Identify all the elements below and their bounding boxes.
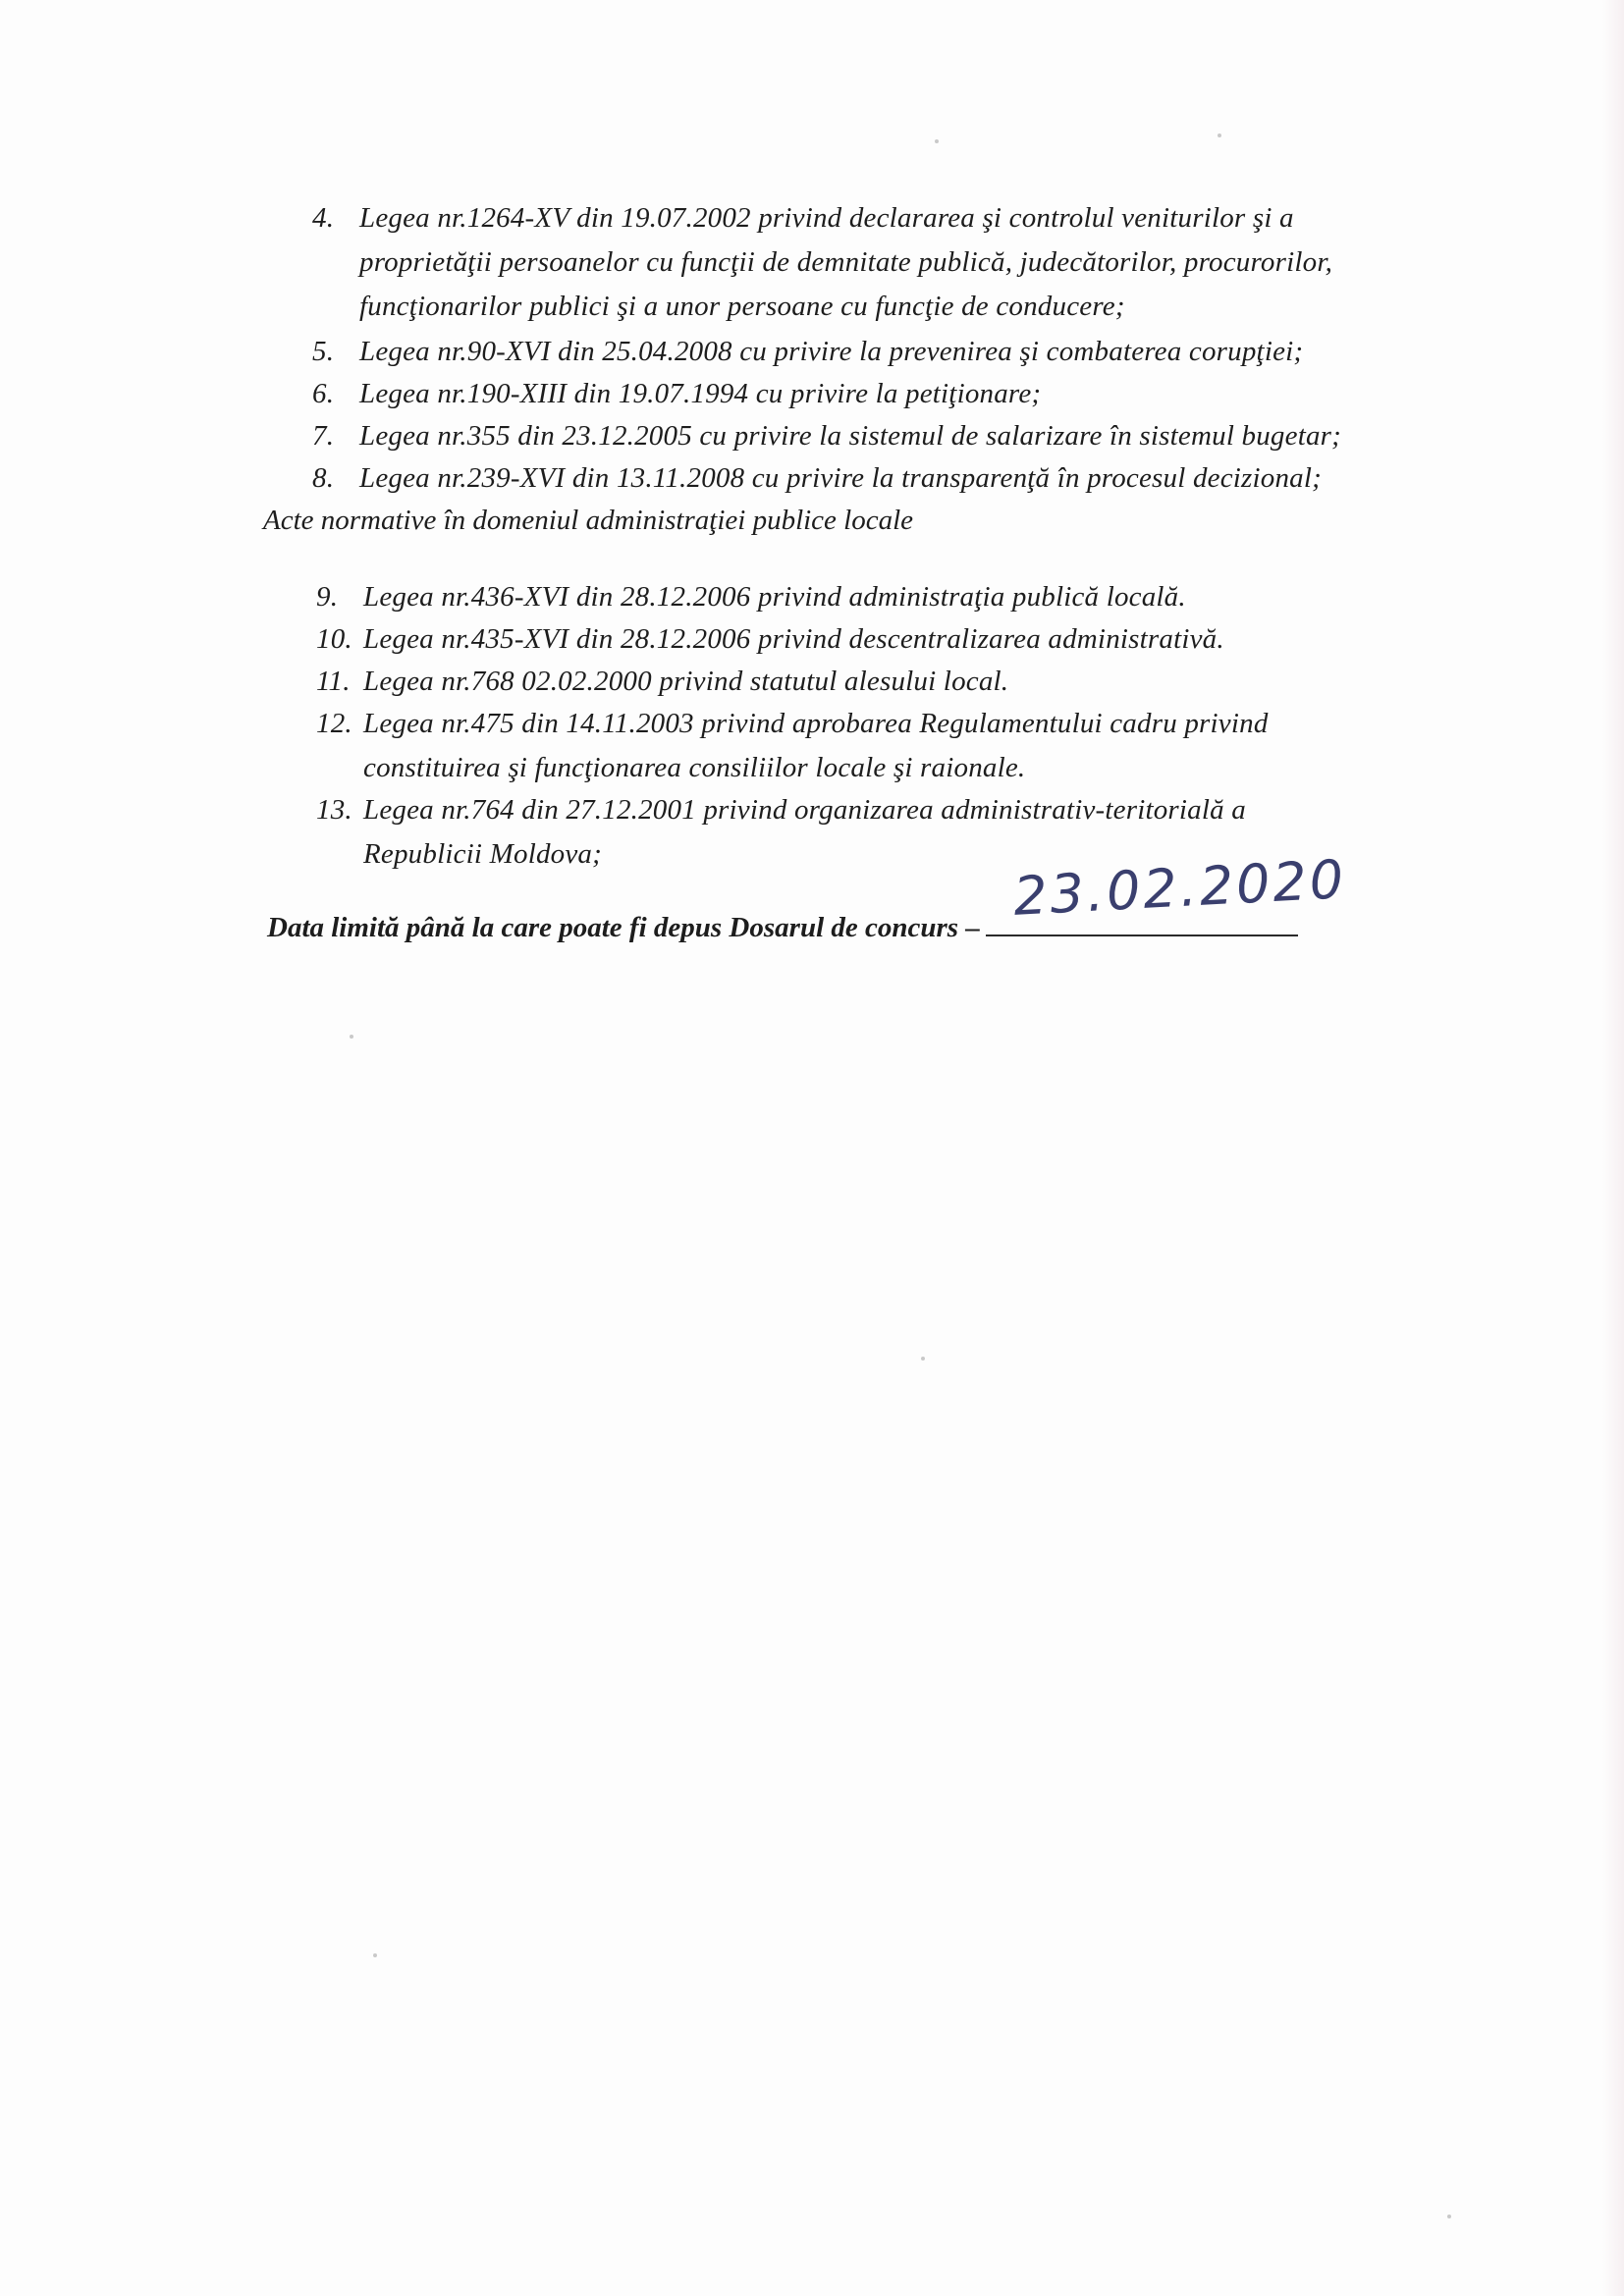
law-text-line: Legea nr.90-XVI din 25.04.2008 cu privire la prevenirea şi combaterea corupţiei; <box>359 336 1304 367</box>
law-number: 9. <box>316 581 339 613</box>
law-number: 8. <box>312 462 335 494</box>
law-number: 5. <box>312 336 335 367</box>
handwritten-deadline-date: 23.02.2020 <box>1011 848 1348 928</box>
law-number: 4. <box>312 202 335 234</box>
law-text <box>363 702 1522 790</box>
law-text-line: Legea nr.435-XVI din 28.12.2006 privind descentralizarea administrativă. <box>363 623 1224 655</box>
deadline-fill-line <box>986 848 1348 936</box>
deadline-label: Data limită până la care poate fi depus Dosarul de concurs – <box>267 912 980 943</box>
law-number: 11. <box>316 666 351 697</box>
law-text <box>363 788 1522 877</box>
law-text <box>363 617 1522 662</box>
law-text-line: Legea nr.1264-XV din 19.07.2002 privind declararea şi controlul veniturilor şi a <box>359 202 1294 234</box>
law-text-line: proprietăţii persoanelor cu funcţii de demnitate publică, judecătorilor, procurorilor, <box>359 246 1333 278</box>
law-text-line: Legea nr.355 din 23.12.2005 cu privire la sistemul de salarizare în sistemul bugetar; <box>359 420 1341 452</box>
section-heading: Acte normative în domeniul administraţiei publice locale <box>263 505 914 536</box>
law-text <box>363 575 1522 619</box>
law-number: 13. <box>316 794 352 826</box>
law-text <box>359 330 1518 374</box>
law-text-line: Republicii Moldova; <box>363 838 602 870</box>
law-number: 10. <box>316 623 352 655</box>
law-text-line: Legea nr.436-XVI din 28.12.2006 privind administraţia publică locală. <box>363 581 1186 613</box>
law-text-line: Legea nr.239-XVI din 13.11.2008 cu privire la transparenţă în procesul decizional; <box>359 462 1322 494</box>
law-text <box>359 372 1518 416</box>
law-text-line: Legea nr.475 din 14.11.2003 privind aprobarea Regulamentului cadru privind <box>363 708 1269 739</box>
law-number: 12. <box>316 708 352 739</box>
law-number: 6. <box>312 378 335 409</box>
law-text <box>359 414 1518 458</box>
law-text-line: funcţionarilor publici şi a unor persoane cu funcţie de conducere; <box>359 291 1125 322</box>
law-text-line: Legea nr.764 din 27.12.2001 privind organizarea administrativ-teritorială a <box>363 794 1246 826</box>
law-number: 7. <box>312 420 335 452</box>
law-text-line: Legea nr.190-XIII din 19.07.1994 cu privire la petiţionare; <box>359 378 1042 409</box>
law-text-line: Legea nr.768 02.02.2000 privind statutul alesului local. <box>363 666 1009 697</box>
law-text <box>363 660 1522 704</box>
law-text-line: constituirea şi funcţionarea consiliilor locale şi raionale. <box>363 752 1026 783</box>
law-text <box>359 456 1518 501</box>
law-text <box>359 196 1518 329</box>
